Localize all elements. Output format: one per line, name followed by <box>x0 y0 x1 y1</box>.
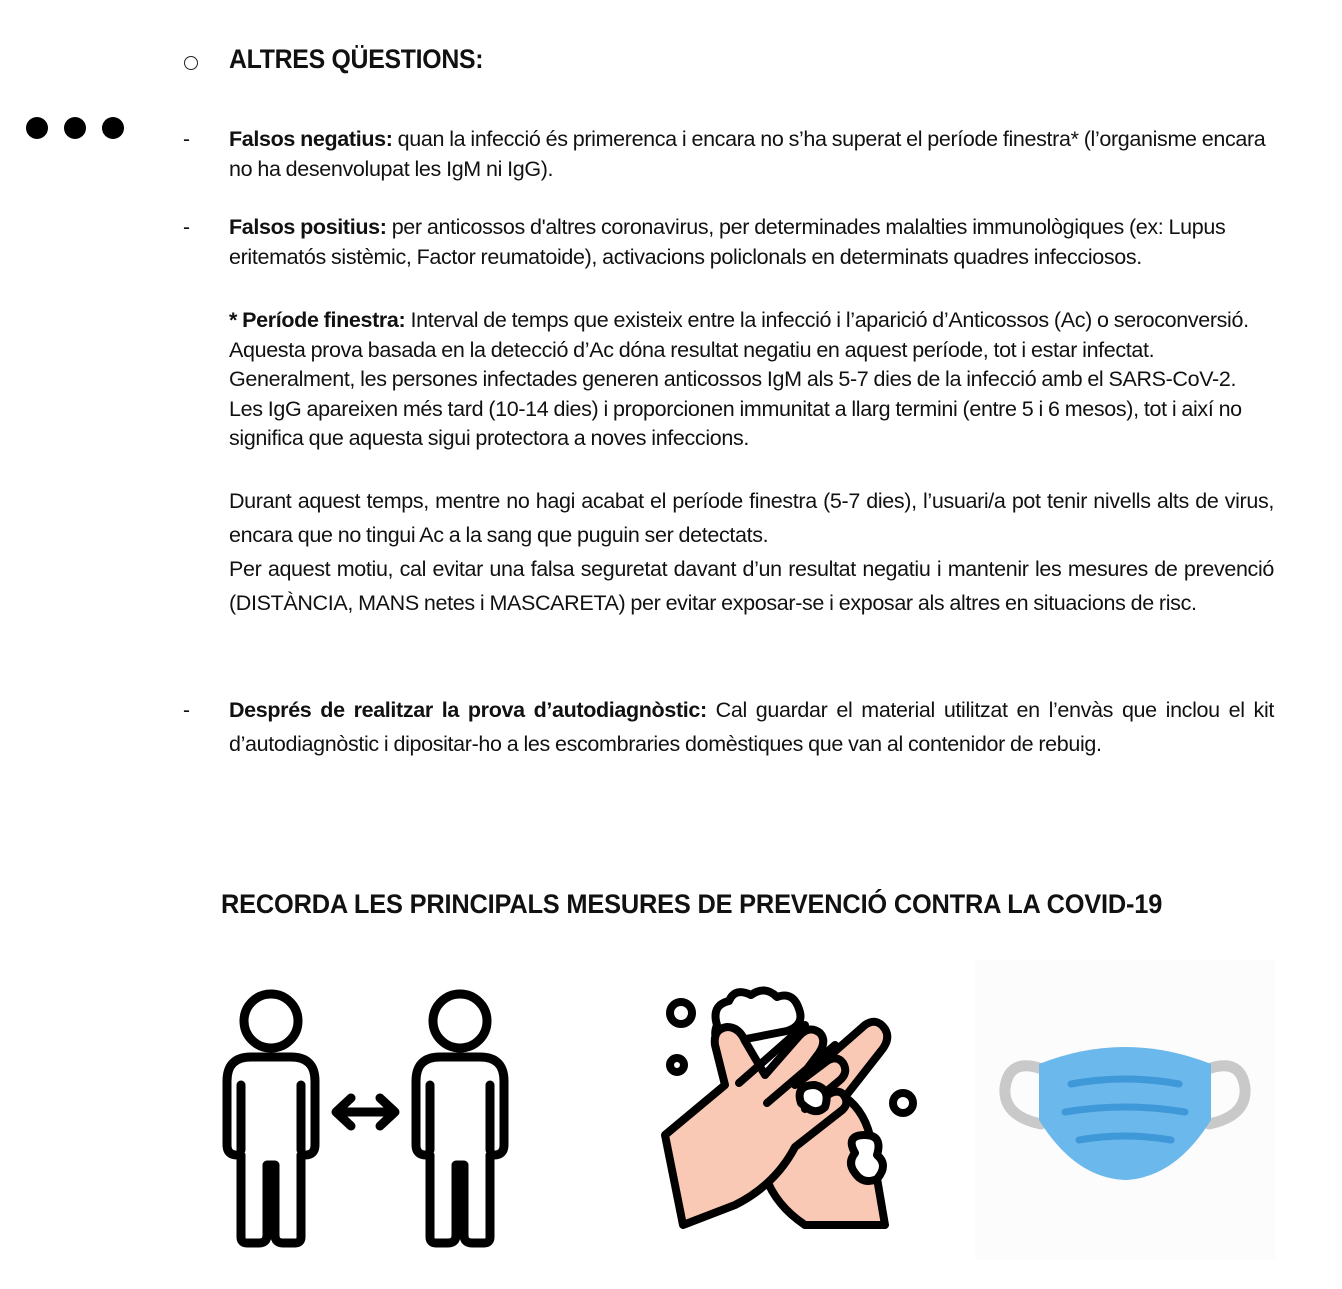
ellipsis-dots-icon <box>26 117 124 139</box>
after-test-item <box>229 693 1274 761</box>
face-mask-icon <box>975 960 1275 1260</box>
false-positives-item <box>229 213 1274 272</box>
window-period-note <box>229 306 1274 454</box>
false-negatives-item <box>229 125 1274 184</box>
window-period-label: * Període finestra: <box>229 308 406 332</box>
list-dash: - <box>183 699 190 722</box>
duration-paragraph <box>229 484 1274 620</box>
dot <box>26 117 48 139</box>
dot <box>64 117 86 139</box>
duration-line-2: Per aquest motiu, cal evitar una falsa seguretat davant d’un resultat negatiu i mantenir les mesures de prevenció (DISTÀNCIA, MANS netes i MASCARETA) per evitar exposar-se i exposar als altres en situacions de risc. <box>229 557 1274 615</box>
window-period-text: Interval de temps que existeix entre la infecció i l’aparició d’Anticossos (Ac) o seroconversió. Aquesta prova basada en la detecció d’Ac dóna resultat negatiu en aquest període, tot i estar infectat. Generalment, les persones infectades generen anticossos IgM als 5-7 dies de la infecció amb el SARS-CoV-2. Les IgG apareixen més tard (10-14 dies) i proporcionen immunitat a llarg termini (entre 5 i 6 mesos), tot i així no significa que aquesta sigui protectora a noves infeccions. <box>229 308 1249 450</box>
false-positives-label: Falsos positius: <box>229 215 387 239</box>
false-negatives-label: Falsos negatius: <box>229 127 393 151</box>
hollow-circle-bullet <box>184 56 198 70</box>
after-test-label: Després de realitzar la prova d’autodiagnòstic: <box>229 698 707 722</box>
prevention-title: RECORDA LES PRINCIPALS MESURES DE PREVENCIÓ CONTRA LA COVID-19 <box>221 889 1163 919</box>
dot <box>102 117 124 139</box>
list-dash: - <box>183 216 190 239</box>
hand-washing-icon <box>655 985 920 1235</box>
after-test-text: Cal guardar el material utilitzat en l’envàs que inclou el kit d’autodiagnòstic i dipositar-ho a les escombraries domèstiques que van al contenidor de rebuig. <box>229 698 1274 756</box>
duration-line-1: Durant aquest temps, mentre no hagi acabat el període finestra (5-7 dies), l’usuari/a pot tenir nivells alts de virus, encara que no tingui Ac a la sang que puguin ser detectats. <box>229 489 1274 547</box>
section-heading: ALTRES QÜESTIONS: <box>229 44 484 74</box>
false-negatives-text: quan la infecció és primerenca i encara no s’ha superat el període finestra* (l’organisme encara no ha desenvolupat les IgM ni IgG). <box>229 127 1266 181</box>
list-dash: - <box>183 128 190 151</box>
social-distance-icon <box>215 985 520 1250</box>
false-positives-text: per anticossos d'altres coronavirus, per determinades malalties immunològiques (ex: Lupus eritematós sistèmic, Factor reumatoide), activacions policlonals en determinats quadres infecciosos. <box>229 215 1226 269</box>
